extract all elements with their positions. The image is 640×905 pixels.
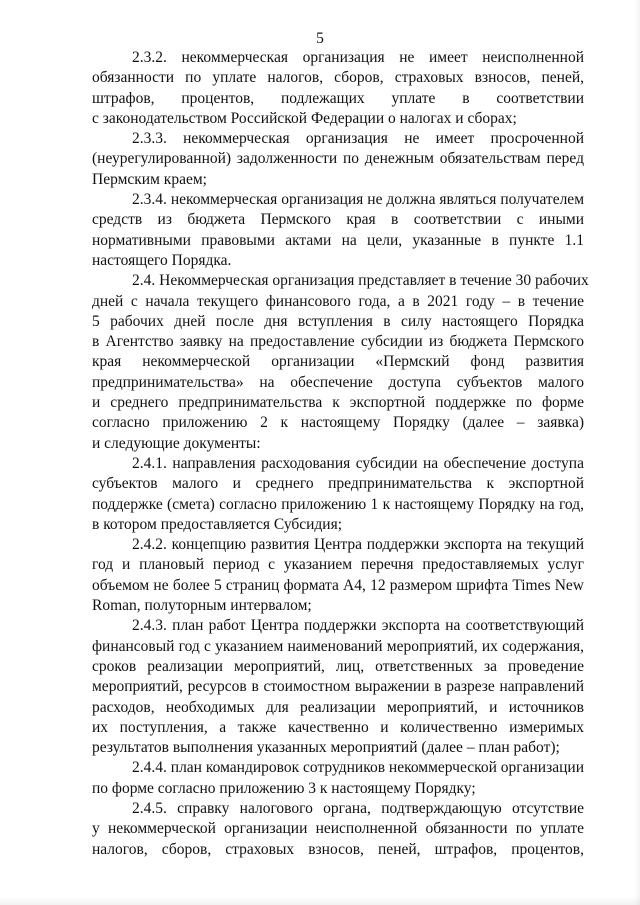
text-line: 2.3.3. некоммерческая организация не имеет просроченной <box>132 130 584 148</box>
text-line: (неурегулированной) задолженности по денежным обязательствам перед <box>92 150 584 168</box>
text-line: с законодательством Российской Федерации о налогах и сборах; <box>92 109 517 127</box>
text-line: дней с начала текущего финансового года, а в 2021 году – в течение <box>92 292 584 310</box>
text-line: 2.4. Некоммерческая организация представляет в течение 30 рабочих <box>132 272 589 290</box>
text-line: результатов выполнения указанных мероприятий (далее – план работ); <box>92 739 560 757</box>
text-line: 5 рабочих дней после дня вступления в силу настоящего Порядка <box>92 312 584 330</box>
text-line: их поступления, а также качественно и количественно измеримых <box>92 718 584 736</box>
text-line: объемом не более 5 страниц формата А4, 12 размером шрифта Times New <box>92 576 584 594</box>
text-line: 2.3.2. некоммерческая организация не имеет неисполненной <box>132 49 584 66</box>
text-line: Пермским краем; <box>92 170 207 188</box>
paragraph-2-3-3 <box>92 129 584 190</box>
paragraph-2-4-4 <box>92 758 584 799</box>
text-line: настоящего Порядка. <box>92 251 232 269</box>
paragraph-2-4-5 <box>92 799 584 860</box>
paragraph-2-4-3 <box>92 616 584 758</box>
text-line: финансовый год с указанием наименований мероприятий, их содержания, <box>92 637 584 655</box>
text-line: у некоммерческой организации неисполненной обязанности по уплате <box>92 820 584 838</box>
page-number: 5 <box>316 30 324 47</box>
text-line: и следующие документы: <box>92 434 261 452</box>
text-line: согласно приложению 2 к настоящему Порядку (далее – заявка) <box>92 414 584 432</box>
text-line: обязанности по уплате налогов, сборов, страховых взносов, пеней, <box>92 69 584 87</box>
scan-edge-shadow <box>634 0 640 905</box>
text-line: поддержке (смета) согласно приложению 1 к настоящему Порядку на год, <box>92 495 584 513</box>
text-line: сроков реализации мероприятий, лиц, ответственных за проведение <box>92 657 584 675</box>
text-line: 2.4.3. план работ Центра поддержки экспорта на соответствующий <box>132 617 584 635</box>
text-line: предпринимательства» на обеспечение доступа субъектов малого <box>92 373 584 391</box>
text-line: 2.4.1. направления расходования субсидии на обеспечение доступа <box>132 454 584 472</box>
text-line: и среднего предпринимательства к экспортной поддержке по форме <box>92 394 584 412</box>
text-line: 2.4.4. план командировок сотрудников некоммерческой организации <box>132 759 584 777</box>
text-line: расходов, необходимых для реализации мероприятий, и источников <box>92 698 584 716</box>
text-line: нормативными правовыми актами на цели, указанные в пункте 1.1 <box>92 231 584 249</box>
scan-bottom-shadow <box>0 897 640 905</box>
text-line: в котором предоставляется Субсидия; <box>92 515 343 533</box>
text-line: субъектов малого и среднего предпринимательства к экспортной <box>92 475 584 493</box>
paragraph-2-4 <box>92 271 589 454</box>
document-body <box>92 48 589 860</box>
text-line: средств из бюджета Пермского края в соответствии с иными <box>92 211 584 229</box>
text-line: в Агентство заявку на предоставление субсидии из бюджета Пермского <box>92 333 584 351</box>
text-line: по форме согласно приложению 3 к настоящему Порядку; <box>92 779 476 797</box>
paragraph-2-4-2 <box>92 535 584 616</box>
text-line: год и плановый период с указанием перечня предоставляемых услуг <box>92 556 584 574</box>
text-line: мероприятий, ресурсов в стоимостном выражении в разрезе направлений <box>92 678 584 696</box>
text-line: налогов, сборов, страховых взносов, пеней, штрафов, процентов, <box>92 840 584 858</box>
text-line: 2.4.2. концепцию развития Центра поддержки экспорта на текущий <box>132 536 584 554</box>
paragraph-2-4-1 <box>92 454 584 535</box>
text-line: Roman, полуторным интервалом; <box>92 597 312 615</box>
paragraph-2-3-2 <box>92 48 584 129</box>
paragraph-2-3-4 <box>92 190 584 271</box>
text-line: 2.3.4. некоммерческая организация не должна являться получателем <box>132 191 584 209</box>
text-line: штрафов, процентов, подлежащих уплате в соответствии <box>92 89 584 107</box>
text-line: края некоммерческой организации «Пермский фонд развития <box>92 353 584 371</box>
text-line: 2.4.5. справку налогового органа, подтверждающую отсутствие <box>132 799 584 817</box>
